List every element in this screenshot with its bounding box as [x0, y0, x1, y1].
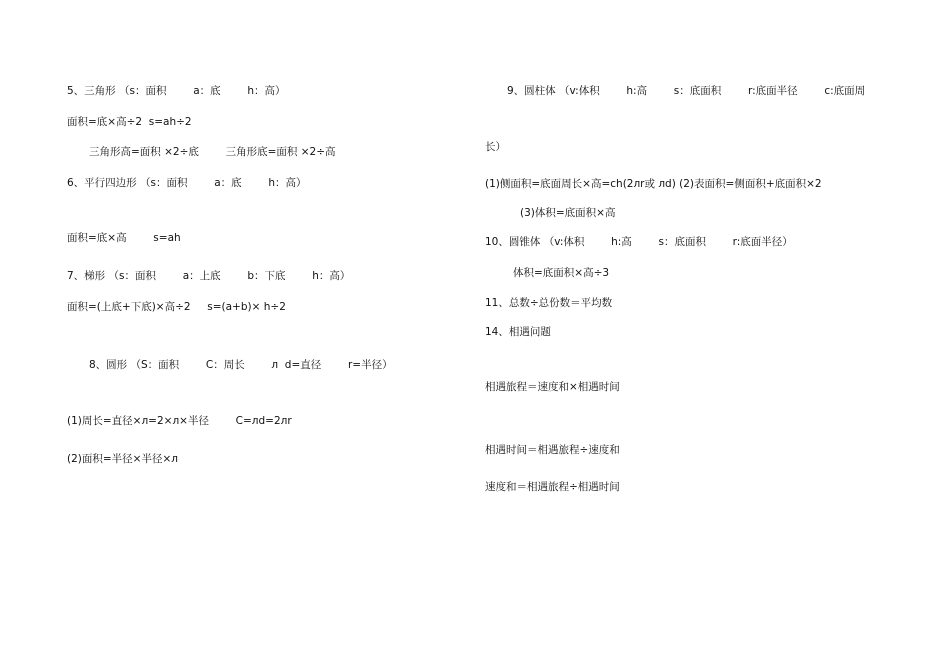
- meeting-problem-heading: 14、相遇问题: [485, 326, 551, 338]
- triangle-derived-formulas: 三角形高=面积 ×2÷底 三角形底=面积 ×2÷高: [89, 146, 336, 158]
- trapezoid-heading: 7、梯形 （s：面积 a：上底 b：下底 h：高）: [67, 270, 351, 282]
- cone-volume-formula: 体积=底面积×高÷3: [513, 267, 610, 279]
- circle-perimeter-formula: (1)周长=直径×л=2×л×半径 C=лd=2лr: [67, 415, 292, 427]
- cone-heading: 10、圆锥体 （v:体积 h:高 s：底面积 r:底面半径）: [485, 236, 793, 248]
- circle-heading: 8、圆形 （S：面积 C：周长 л d=直径 r=半径）: [89, 359, 393, 371]
- triangle-heading: 5、三角形 （s：面积 a：底 h：高）: [67, 85, 286, 97]
- meeting-distance-formula: 相遇旅程＝速度和×相遇时间: [485, 381, 620, 393]
- cylinder-volume-formula: (3)体积=底面积×高: [520, 207, 616, 219]
- triangle-area-formula: 面积=底×高÷2 s=ah÷2: [67, 116, 192, 128]
- trapezoid-area-formula: 面积=(上底+下底)×高÷2 s=(a+b)× h÷2: [67, 301, 286, 313]
- cylinder-heading: 9、圆柱体 （v:体积 h:高 s：底面积 r:底面半径 c:底面周: [507, 85, 866, 97]
- parallelogram-heading: 6、平行四边形 （s：面积 a：底 h：高）: [67, 177, 307, 189]
- cylinder-heading-continued: 长）: [485, 141, 506, 153]
- meeting-speed-formula: 速度和＝相遇旅程÷相遇时间: [485, 481, 620, 493]
- circle-area-formula: (2)面积=半径×半径×л: [67, 453, 178, 465]
- parallelogram-area-formula: 面积=底×高 s=ah: [67, 232, 181, 244]
- meeting-time-formula: 相遇时间＝相遇旅程÷速度和: [485, 444, 620, 456]
- cylinder-surface-formulas: (1)侧面积=底面周长×高=ch(2лr或 лd) (2)表面积=侧面积+底面积×2: [485, 178, 822, 190]
- average-formula: 11、总数÷总份数＝平均数: [485, 297, 613, 309]
